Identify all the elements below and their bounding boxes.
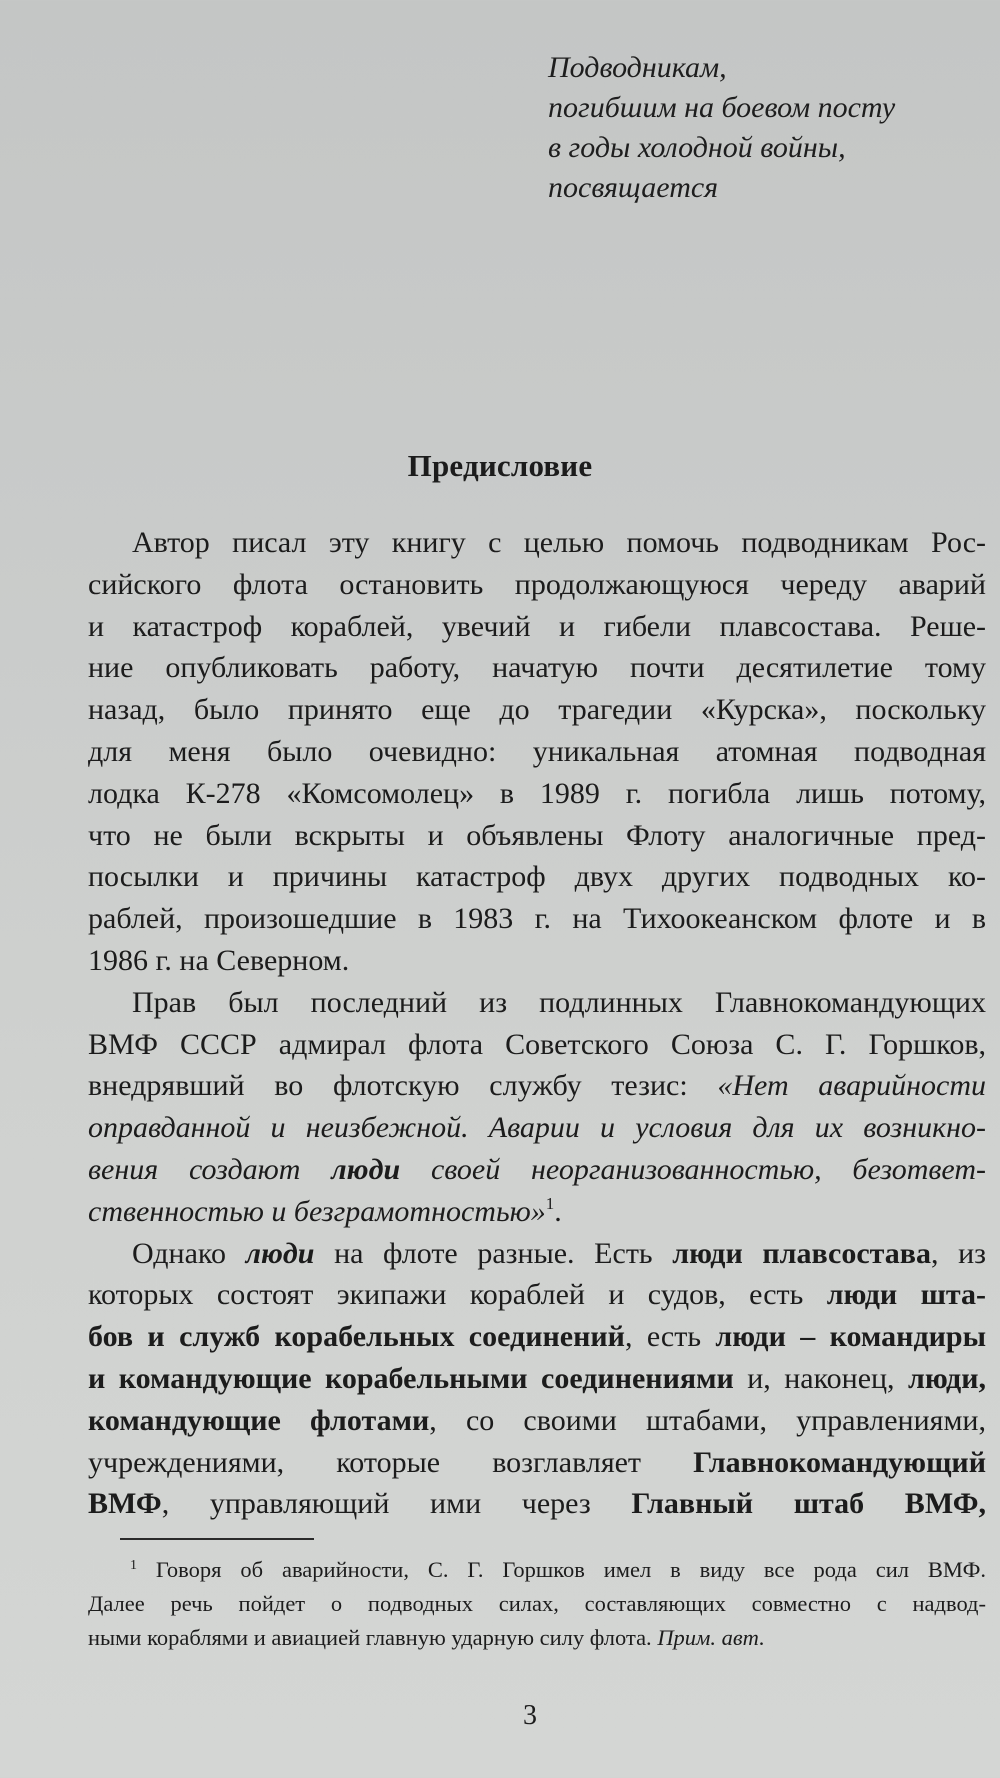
text-run: , со своими штабами, управлениями, <box>429 1403 986 1437</box>
text-line <box>88 1400 986 1442</box>
text-run: Однако <box>132 1236 246 1270</box>
body-text <box>88 522 986 1525</box>
text-run: , из <box>930 1236 987 1270</box>
dedication-line: в годы холодной войны, <box>548 131 846 164</box>
paragraph-3 <box>88 1233 986 1526</box>
emphasis-run: люди <box>245 1236 315 1270</box>
text-run: которых состоят экипажи кораблей и судов, есть <box>88 1278 827 1312</box>
paragraph-1 <box>88 522 986 982</box>
bold-run: Главный штаб ВМФ, <box>631 1487 987 1521</box>
text-run: ными кораблями и авиацией главную ударную силу флота. <box>88 1625 658 1650</box>
text-line: ние опубликовать работу, начатую почти десятилетие тому <box>88 651 986 685</box>
text-line: раблей, произошедшие в 1983 г. на Тихоокеанском флоте и в <box>88 902 986 936</box>
emphasis-run: люди <box>331 1152 401 1186</box>
text-line <box>88 1483 986 1525</box>
text-run: , управляющий ими через <box>161 1487 632 1521</box>
footnote-line: Далее речь пойдет о подводных силах, составляющих совместно с надвод- <box>88 1591 986 1616</box>
bold-run: командующие флотами <box>88 1403 430 1437</box>
footnote-line <box>88 1553 986 1587</box>
text-line <box>88 1065 986 1107</box>
text-run: Говоря об аварийности, С. Г. Горшков имел в виду все рода сил ВМФ. <box>137 1557 986 1582</box>
dedication <box>548 48 968 208</box>
text-line <box>88 1358 986 1400</box>
quote-run: оправданной и неизбежной. Аварии и условия для их возникно- <box>88 1111 986 1145</box>
text-line <box>88 1316 986 1358</box>
footnote-marker: 1 <box>130 1558 137 1573</box>
text-run: и, наконец, <box>733 1361 908 1395</box>
dedication-line: посвящается <box>548 171 719 204</box>
text-line <box>88 1149 986 1191</box>
text-line <box>88 1233 986 1275</box>
bold-run: и командующие корабельными соединениями <box>88 1361 734 1395</box>
text-line <box>88 1191 986 1233</box>
text-line: и катастроф кораблей, увечий и гибели плавсостава. Реше- <box>88 609 986 643</box>
text-line <box>88 1442 986 1484</box>
footnote <box>88 1553 986 1655</box>
text-run: , есть <box>624 1320 716 1354</box>
bold-run: Главнокомандующий <box>693 1445 986 1479</box>
text-line: сийского флота остановить продолжающуюся череду аварий <box>88 567 986 601</box>
text-line: Прав был последний из подлинных Главнокомандующих <box>132 985 986 1019</box>
text-line: посылки и причины катастроф двух других подводных ко- <box>88 860 986 894</box>
bold-run: бов и служб корабельных соединений <box>88 1320 625 1354</box>
quote-run: «Нет аварийности <box>717 1069 986 1103</box>
bold-run: люди, <box>907 1361 986 1395</box>
page-number: 3 <box>523 1700 537 1731</box>
footnote-divider <box>120 1538 314 1540</box>
text-line: что не были вскрыты и объявлены Флоту аналогичные пред- <box>88 818 986 852</box>
quote-run: ственностью и безграмотностью» <box>88 1194 546 1228</box>
text-line: 1986 г. на Северном. <box>88 943 350 977</box>
text-run: учреждениями, которые возглавляет <box>88 1445 694 1479</box>
bold-run: люди – командиры <box>715 1320 987 1354</box>
text-line: назад, было принято еще до трагедии «Курска», поскольку <box>88 693 986 727</box>
note-attribution: Прим. авт. <box>657 1625 765 1650</box>
bold-run: люди плавсостава <box>672 1236 931 1270</box>
text-line: для меня было очевидно: уникальная атомная подводная <box>88 734 986 768</box>
quote-run: своей неорганизованностью, безответ- <box>400 1152 987 1186</box>
dedication-line: погибшим на боевом посту <box>548 91 896 124</box>
footnote-line <box>88 1621 986 1655</box>
text-line <box>88 1274 986 1316</box>
text-run: . <box>554 1194 562 1228</box>
chapter-heading: Предисловие <box>407 448 593 483</box>
bold-run: ВМФ <box>88 1487 162 1521</box>
text-run: на флоте разные. Есть <box>314 1236 673 1270</box>
paragraph-2 <box>88 982 986 1233</box>
text-line: ВМФ СССР адмирал флота Советского Союза С. Г. Горшков, <box>88 1027 986 1061</box>
footnote-ref[interactable]: 1 <box>545 1193 555 1213</box>
quote-run: вения создают <box>88 1152 332 1186</box>
text-line: Автор писал эту книгу с целью помочь подводникам Рос- <box>132 526 986 559</box>
dedication-line: Подводникам, <box>548 51 727 84</box>
text-line: лодка К-278 «Комсомолец» в 1989 г. погибла лишь потому, <box>88 776 986 810</box>
text-line <box>88 1107 986 1149</box>
bold-run: люди шта- <box>826 1278 986 1312</box>
text-run: внедрявший во флотскую службу тезис: <box>88 1069 718 1103</box>
